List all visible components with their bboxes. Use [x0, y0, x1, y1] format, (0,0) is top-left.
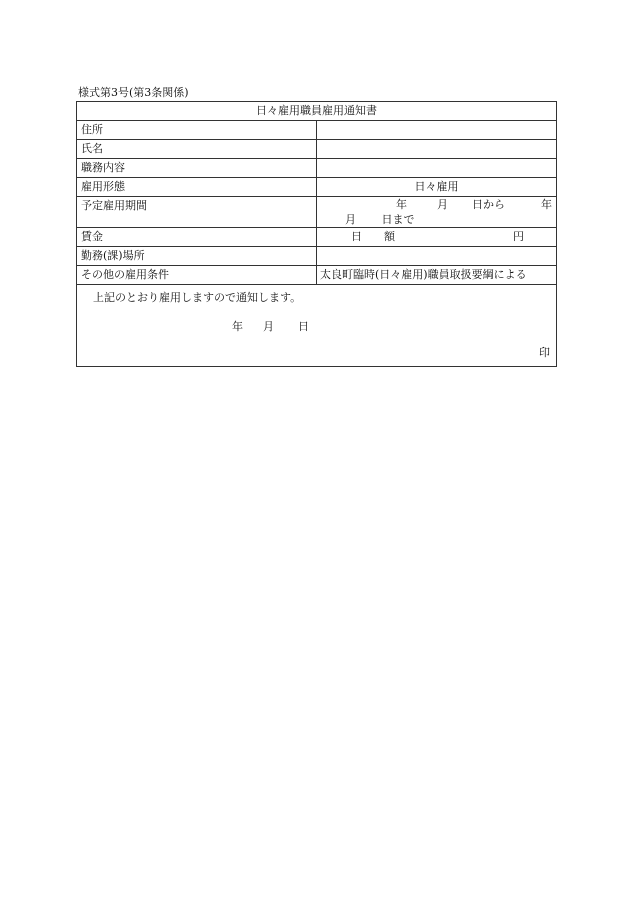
wage-amount: 額	[384, 230, 395, 243]
other-conditions-value: 太良町臨時(日々雇用)職員取扱要綱による	[317, 266, 557, 285]
period-day-until: 日まで	[381, 213, 415, 226]
workplace-label: 勤務(課)場所	[77, 247, 317, 266]
period-value	[317, 197, 557, 228]
seal-mark: 印	[539, 346, 550, 359]
form-number-label: 様式第3号(第3条関係)	[78, 86, 189, 99]
wage-day: 日	[351, 230, 362, 243]
period-label: 予定雇用期間	[77, 197, 317, 228]
employment-type-row	[77, 178, 557, 197]
other-conditions-label: その他の雇用条件	[77, 266, 317, 285]
name-value	[317, 140, 557, 159]
document-title: 日々雇用職員雇用通知書	[77, 102, 557, 121]
other-conditions-row	[77, 266, 557, 285]
workplace-row	[77, 247, 557, 266]
period-month-until: 月	[345, 213, 356, 226]
address-value	[317, 121, 557, 140]
notice-statement: 上記のとおり雇用しますので通知します。	[93, 291, 302, 304]
duties-row	[77, 159, 557, 178]
address-row	[77, 121, 557, 140]
period-month-from: 月	[437, 198, 448, 211]
duties-value	[317, 159, 557, 178]
duties-label: 職務内容	[77, 159, 317, 178]
address-label: 住所	[77, 121, 317, 140]
notice-month: 月	[263, 320, 274, 333]
notice-year: 年	[232, 320, 243, 333]
employment-type-label: 雇用形態	[77, 178, 317, 197]
wage-row	[77, 228, 557, 247]
notice-date	[232, 318, 309, 336]
wage-value	[317, 228, 557, 247]
period-day-from: 日から	[472, 198, 505, 211]
notice-section	[77, 285, 557, 367]
name-label: 氏名	[77, 140, 317, 159]
period-year-from: 年	[396, 198, 407, 211]
employment-notice-table	[76, 101, 557, 367]
period-year-until: 年	[541, 198, 552, 211]
wage-yen: 円	[513, 230, 524, 243]
name-row	[77, 140, 557, 159]
workplace-value	[317, 247, 557, 266]
period-row	[77, 197, 557, 228]
employment-type-value: 日々雇用	[317, 178, 557, 197]
notice-day: 日	[298, 320, 309, 333]
wage-label: 賃金	[77, 228, 317, 247]
